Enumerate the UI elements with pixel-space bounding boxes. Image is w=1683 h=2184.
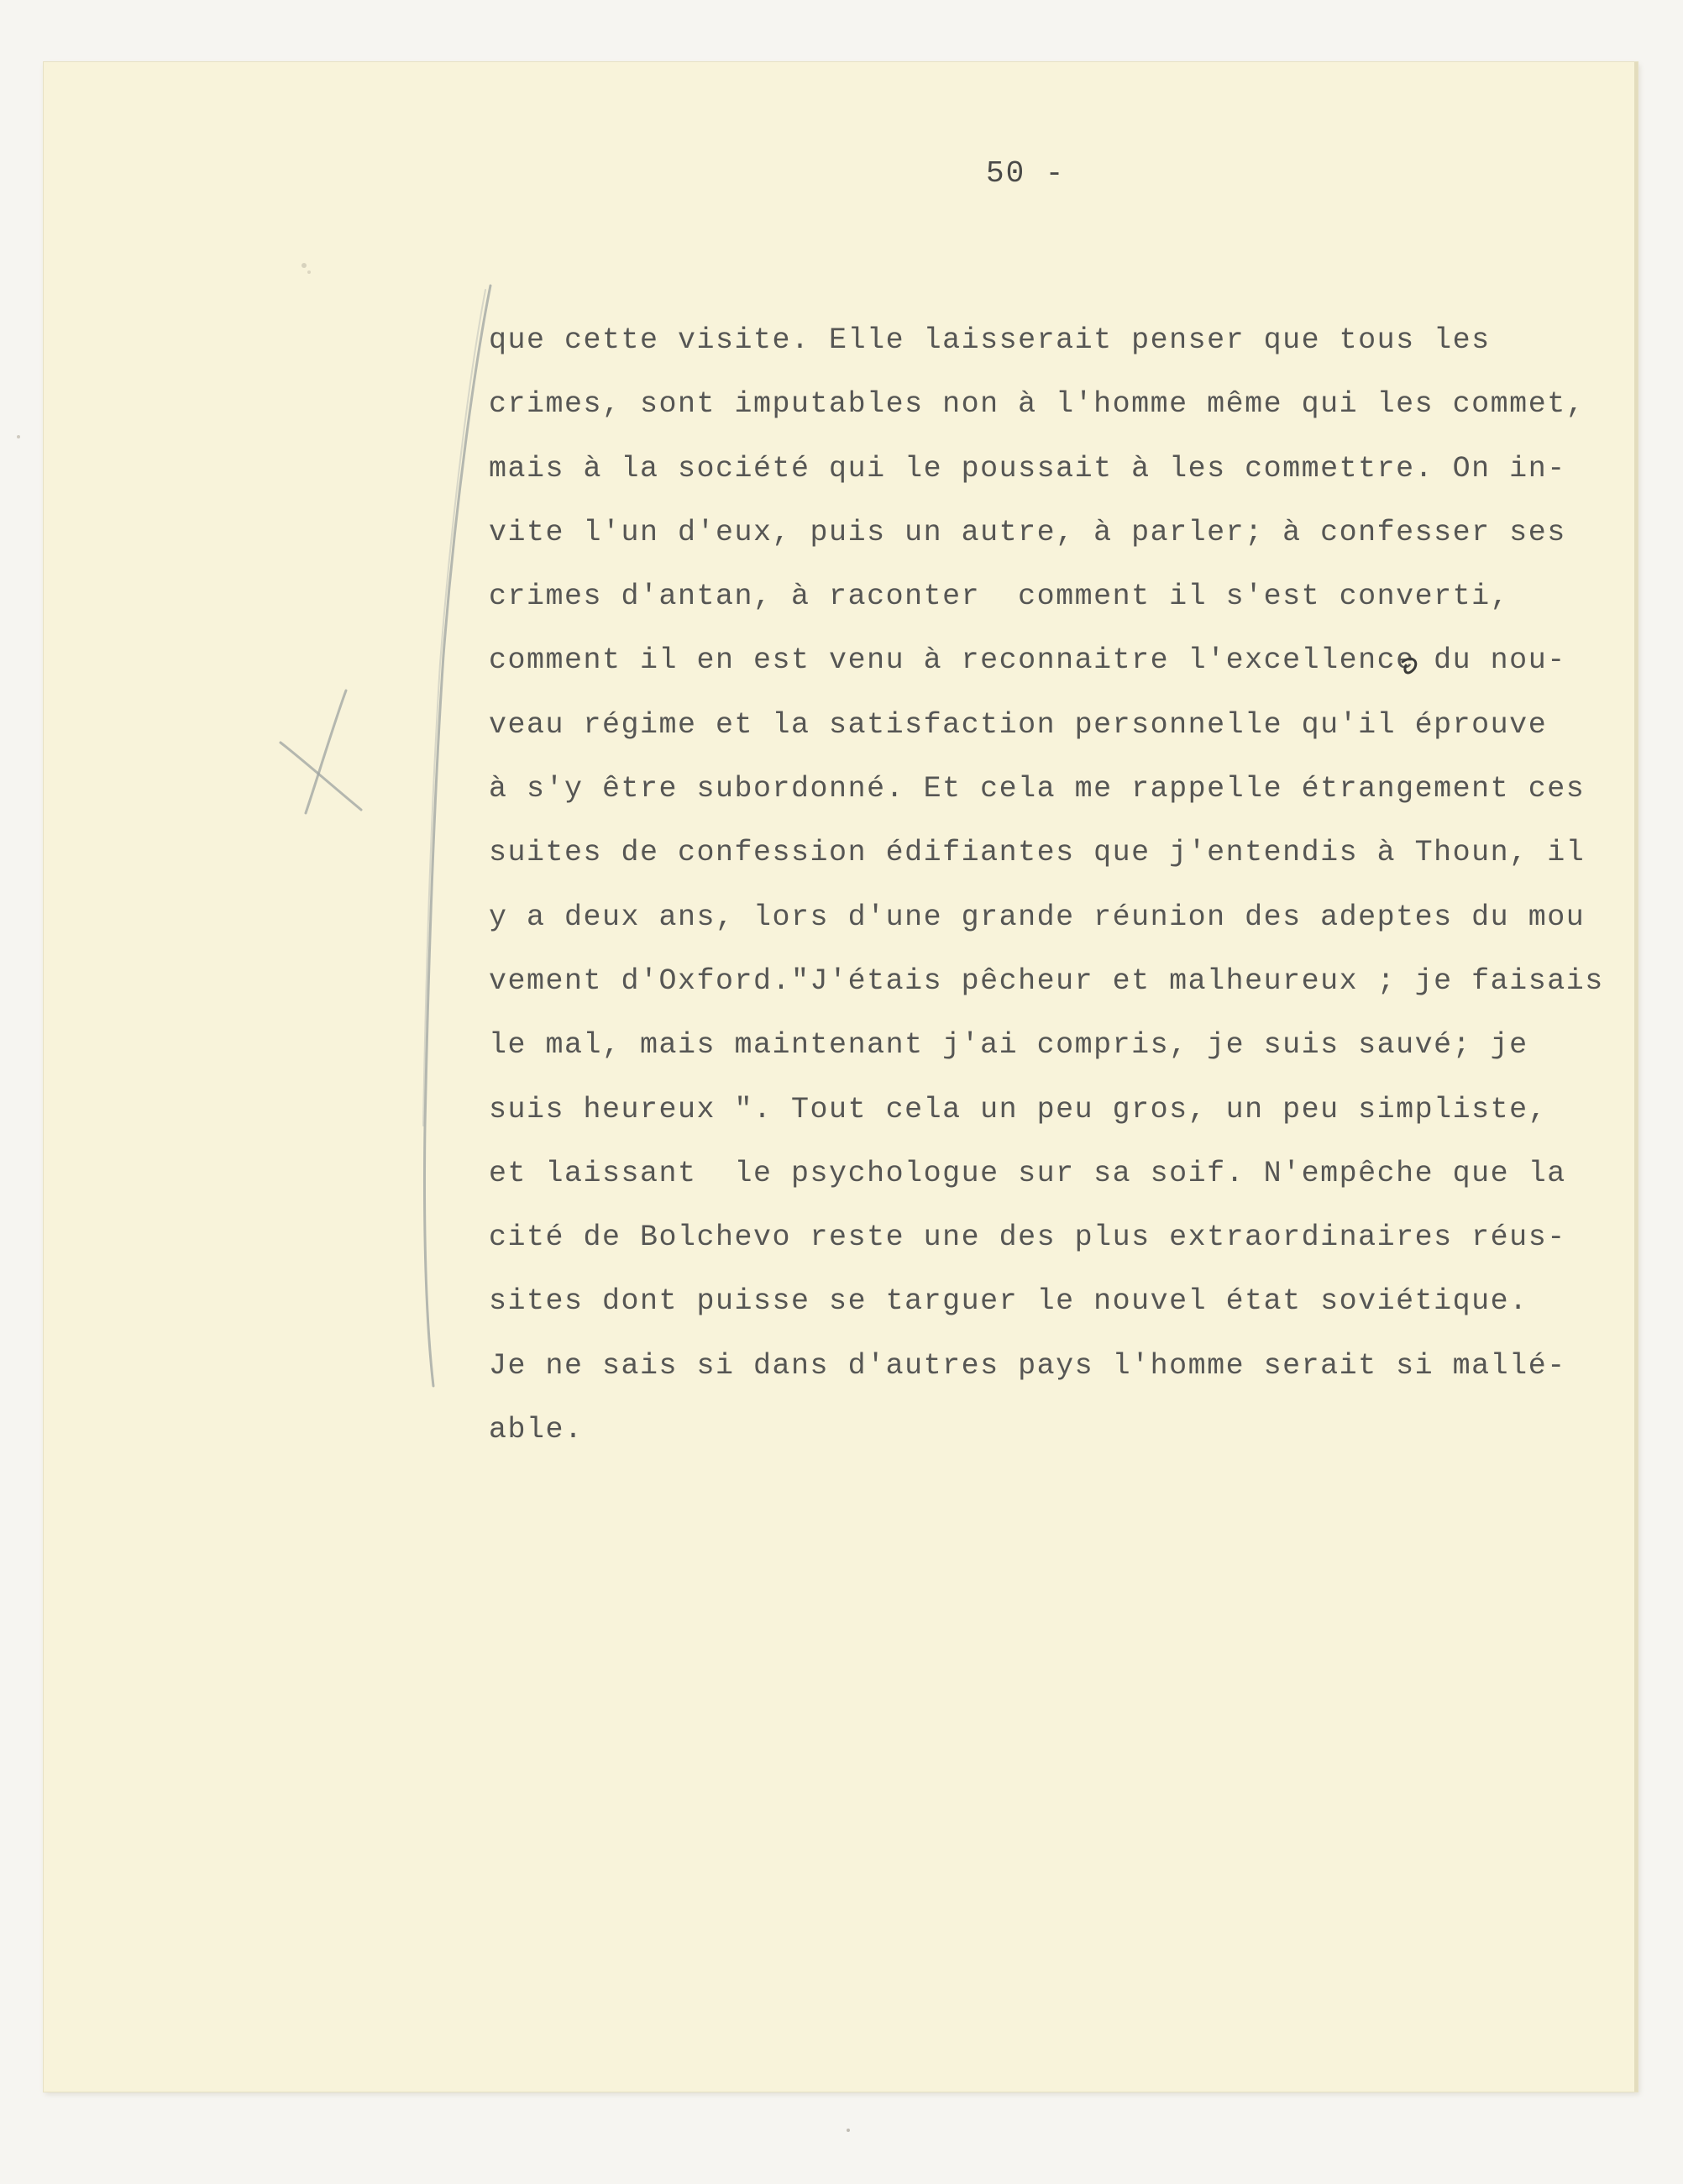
text-line-15: cité de Bolchevo reste une des plus extraordinaires réus- xyxy=(489,1221,1566,1255)
text-line-14: et laissant le psychologue sur sa soif. N'empêche que la xyxy=(489,1156,1566,1190)
paper-speck xyxy=(17,435,20,438)
text-line-2: crimes, sont imputables non à l'homme même qui les commet, xyxy=(489,387,1586,422)
text-line-12: le mal, mais maintenant j'ai compris, je suis sauvé; je xyxy=(489,1028,1528,1063)
text-line-13: suis heureux ". Tout cela un peu gros, un peu simpliste, xyxy=(489,1092,1548,1126)
text-line-9: suites de confession édifiantes que j'entendis à Thoun, il xyxy=(489,836,1586,870)
text-line-8: à s'y être subordonné. Et cela me rappelle étrangement ces xyxy=(489,772,1586,806)
paper-speck xyxy=(847,2129,850,2132)
page-number: 50 - xyxy=(986,156,1066,191)
text-line-5: crimes d'antan, à raconter comment il s'est converti, xyxy=(489,580,1510,614)
text-line-6: comment il en est venu à reconnaitre l'excellence du nou- xyxy=(489,643,1566,678)
text-line-7: veau régime et la satisfaction personnelle qu'il éprouve xyxy=(489,707,1548,742)
text-line-16: sites dont puisse se targuer le nouvel état soviétique. xyxy=(489,1284,1528,1319)
text-line-11: vement d'Oxford."J'étais pêcheur et malheureux ; je faisais xyxy=(489,963,1604,998)
typed-body-text xyxy=(489,318,1639,1471)
text-line-10: y a deux ans, lors d'une grande réunion des adeptes du mou xyxy=(489,900,1586,934)
text-line-3: mais à la société qui le poussait à les commettre. On in- xyxy=(489,451,1566,486)
text-line-17: Je ne sais si dans d'autres pays l'homme serait si mallé- xyxy=(489,1348,1566,1383)
text-line-1: que cette visite. Elle laisserait penser que tous les xyxy=(489,323,1491,357)
text-line-18: able. xyxy=(489,1413,584,1447)
text-line-4: vite l'un d'eux, puis un autre, à parler; à confesser ses xyxy=(489,515,1566,549)
